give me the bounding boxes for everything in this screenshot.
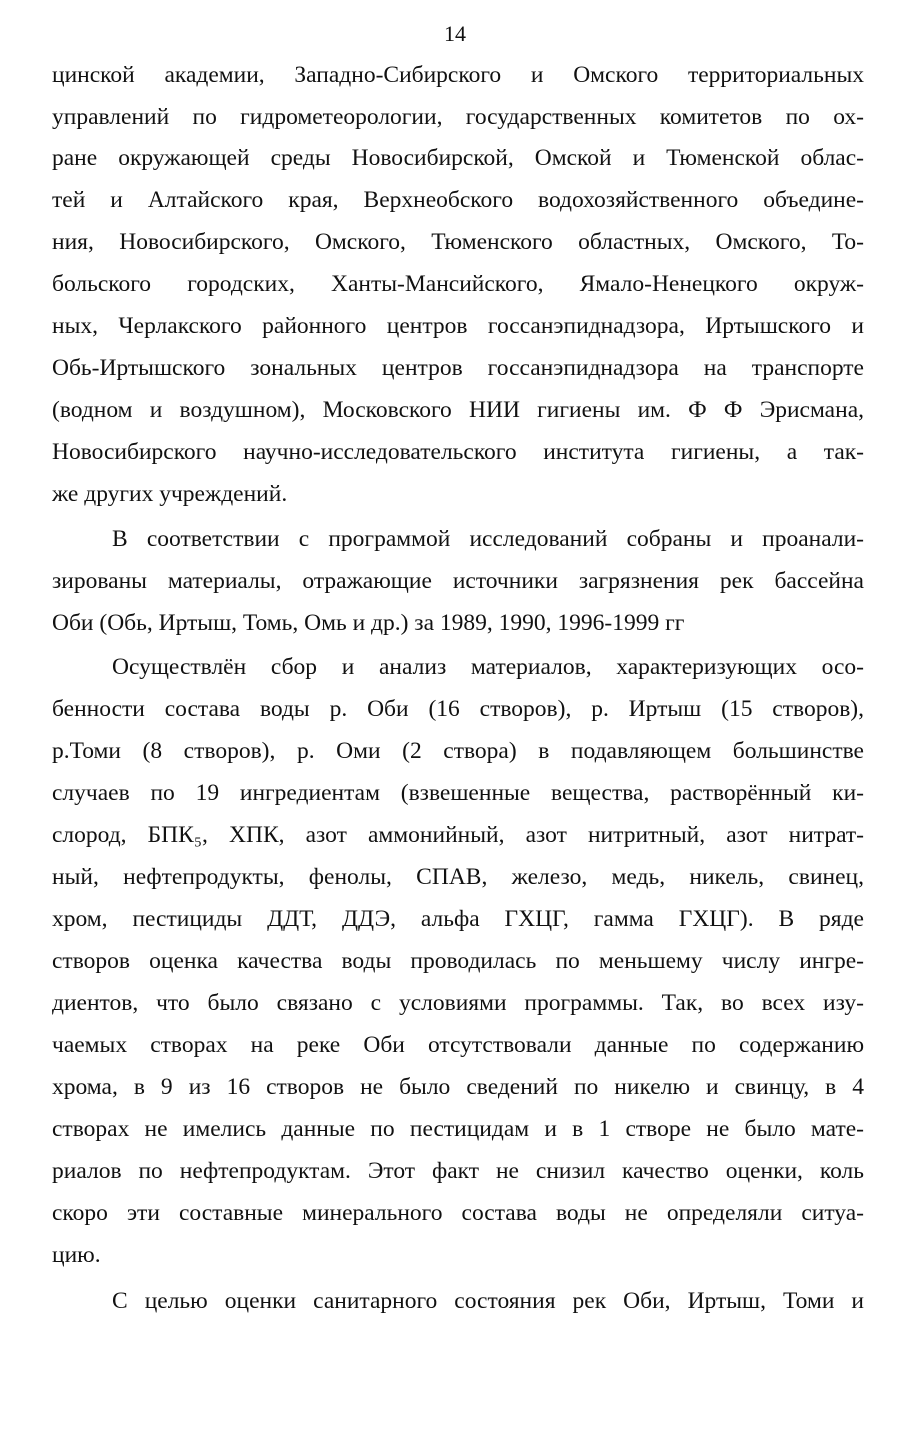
text-line: ный, нефтепродукты, фенолы, СПАВ, железо, медь, никель, свинец, xyxy=(52,864,864,890)
text-line: диентов, что было связано с условиями программы. Так, во всех изу- xyxy=(52,990,864,1016)
text-line: же других учреждений. xyxy=(52,481,288,507)
text-line: слород, БПК₅, ХПК, азот аммонийный, азот нитритный, азот нитрат- xyxy=(52,822,864,848)
text-line: Оби (Обь, Иртыш, Томь, Омь и др.) за 1989, 1990, 1996-1999 гг xyxy=(52,610,685,636)
text-line: бенности состава воды р. Оби (16 створов), р. Иртыш (15 створов), xyxy=(52,696,864,722)
text-line: ране окружающей среды Новосибирской, Омской и Тюменской облас- xyxy=(52,145,864,171)
text-line: цинской академии, Западно-Сибирского и Омского территориальных xyxy=(52,62,864,88)
text-line: управлений по гидрометеорологии, государственных комитетов по ох- xyxy=(52,104,864,130)
text-line: хром, пестициды ДДТ, ДДЭ, альфа ГХЦГ, гамма ГХЦГ). В ряде xyxy=(52,906,864,932)
text-line: (водном и воздушном), Московского НИИ гигиены им. Ф Ф Эрисмана, xyxy=(52,397,864,423)
text-line: ных, Черлакского районного центров госсанэпиднадзора, Иртышского и xyxy=(52,313,864,339)
page-number: 14 xyxy=(444,21,466,46)
text-line: Обь-Иртышского зональных центров госсанэпиднадзора на транспорте xyxy=(52,355,864,381)
text-line: чаемых створах на реке Оби отсутствовали данные по содержанию xyxy=(52,1032,864,1058)
text-line: Новосибирского научно-исследовательского института гигиены, а так- xyxy=(52,439,864,465)
text-line: р.Томи (8 створов), р. Оми (2 створа) в подавляющем большинстве xyxy=(52,738,864,764)
text-line: цию. xyxy=(52,1242,101,1268)
text-line: В соответствии с программой исследований собраны и проанали- xyxy=(112,526,864,552)
text-line: зированы материалы, отражающие источники загрязнения рек бассейна xyxy=(52,568,864,594)
text-line: больского городских, Ханты-Мансийского, Ямало-Ненецкого окруж- xyxy=(52,271,864,297)
text-line: хрома, в 9 из 16 створов не было сведений по никелю и свинцу, в 4 xyxy=(52,1074,864,1100)
text-line: тей и Алтайского края, Верхнеобского водохозяйственного объедине- xyxy=(52,187,864,213)
text-line: створов оценка качества воды проводилась по меньшему числу ингре- xyxy=(52,948,864,974)
text-line: риалов по нефтепродуктам. Этот факт не снизил качество оценки, коль xyxy=(52,1158,864,1184)
text-line: ния, Новосибирского, Омского, Тюменского областных, Омского, То- xyxy=(52,229,864,255)
text-line: скоро эти составные минерального состава воды не определяли ситуа- xyxy=(52,1200,864,1226)
text-line: С целью оценки санитарного состояния рек Оби, Иртыш, Томи и xyxy=(112,1288,864,1314)
text-line: Осуществлён сбор и анализ материалов, характеризующих осо- xyxy=(112,654,864,680)
text-line: случаев по 19 ингредиентам (взвешенные вещества, растворённый ки- xyxy=(52,780,864,806)
text-line: створах не имелись данные по пестицидам и в 1 створе не было мате- xyxy=(52,1116,864,1142)
